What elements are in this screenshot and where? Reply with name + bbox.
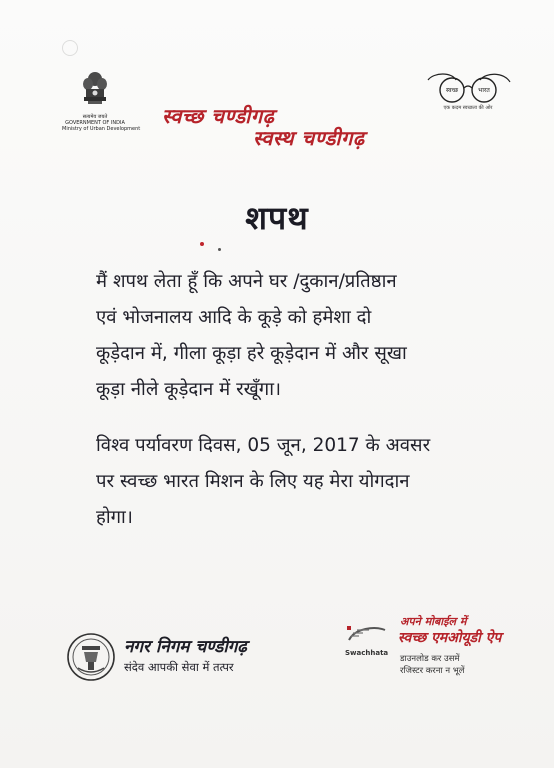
ashoka-emblem-icon [80,70,110,114]
pledge-line: मैं शपथ लेता हूँ कि अपने घर /दुकान/प्रतिष्ठान [96,271,397,292]
app-promo-line-3: डाउनलोड कर उसमें [400,654,460,664]
scan-artifact [62,40,78,56]
swachh-bharat-tagline: एक कदम स्वच्छता की ओर [443,105,493,111]
page-title: शपथ [245,199,309,237]
swachhata-label: Swachhata [345,649,389,657]
pledge-line: कूड़ा नीले कूड़ेदान में रखूँगा। [96,379,281,400]
logo-left-lens-text: स्वच्छ [445,87,459,94]
swachhata-app-logo [345,624,395,657]
municipal-corporation-name: नगर निगम चण्डीगढ़ [124,637,247,657]
pledge-paragraph-1 [96,264,526,408]
swachhata-brush-icon [345,624,389,644]
app-promo-line-4: रजिस्टर करना न भूलें [400,666,465,676]
logo-right-lens-text: भारत [478,87,490,94]
municipal-seal-icon [66,632,116,682]
pledge-paragraph-2 [96,428,526,536]
pledge-line: पर स्वच्छ भारत मिशन के लिए यह मेरा योगदान [96,471,410,492]
slogan-swasth-chandigarh: स्वस्थ चण्डीगढ़ [253,126,365,150]
scan-artifact-dot-small [218,248,221,251]
app-promo-line-1: अपने मोबाईल में [400,615,467,628]
national-emblem [62,70,141,132]
app-promo-line-2: स्वच्छ एमओयूडी ऐप [398,630,502,646]
emblem-caption-ministry: Ministry of Urban Development [62,126,141,132]
gandhi-glasses-icon [422,70,514,104]
pledge-line: होगा। [96,507,133,528]
slogan-swachh-chandigarh: स्वच्छ चण्डीगढ़ [162,104,275,128]
emblem-motto: सत्यमेव जयते [82,114,108,120]
pledge-line: विश्व पर्यावरण दिवस, 05 जून, 2017 के अवसर [96,435,431,456]
pledge-line: एवं भोजनालय आदि के कूड़े को हमेशा दो [96,307,372,328]
swachh-bharat-logo [418,70,518,111]
emblem-caption-govt: GOVERNMENT OF INDIA [65,120,125,126]
municipal-corporation-tagline: संदेव आपकी सेवा में तत्पर [124,660,234,674]
pledge-line: कूड़ेदान में, गीला कूड़ा हरे कूड़ेदान में और सूखा [96,343,407,364]
scan-artifact-dot [200,242,204,246]
